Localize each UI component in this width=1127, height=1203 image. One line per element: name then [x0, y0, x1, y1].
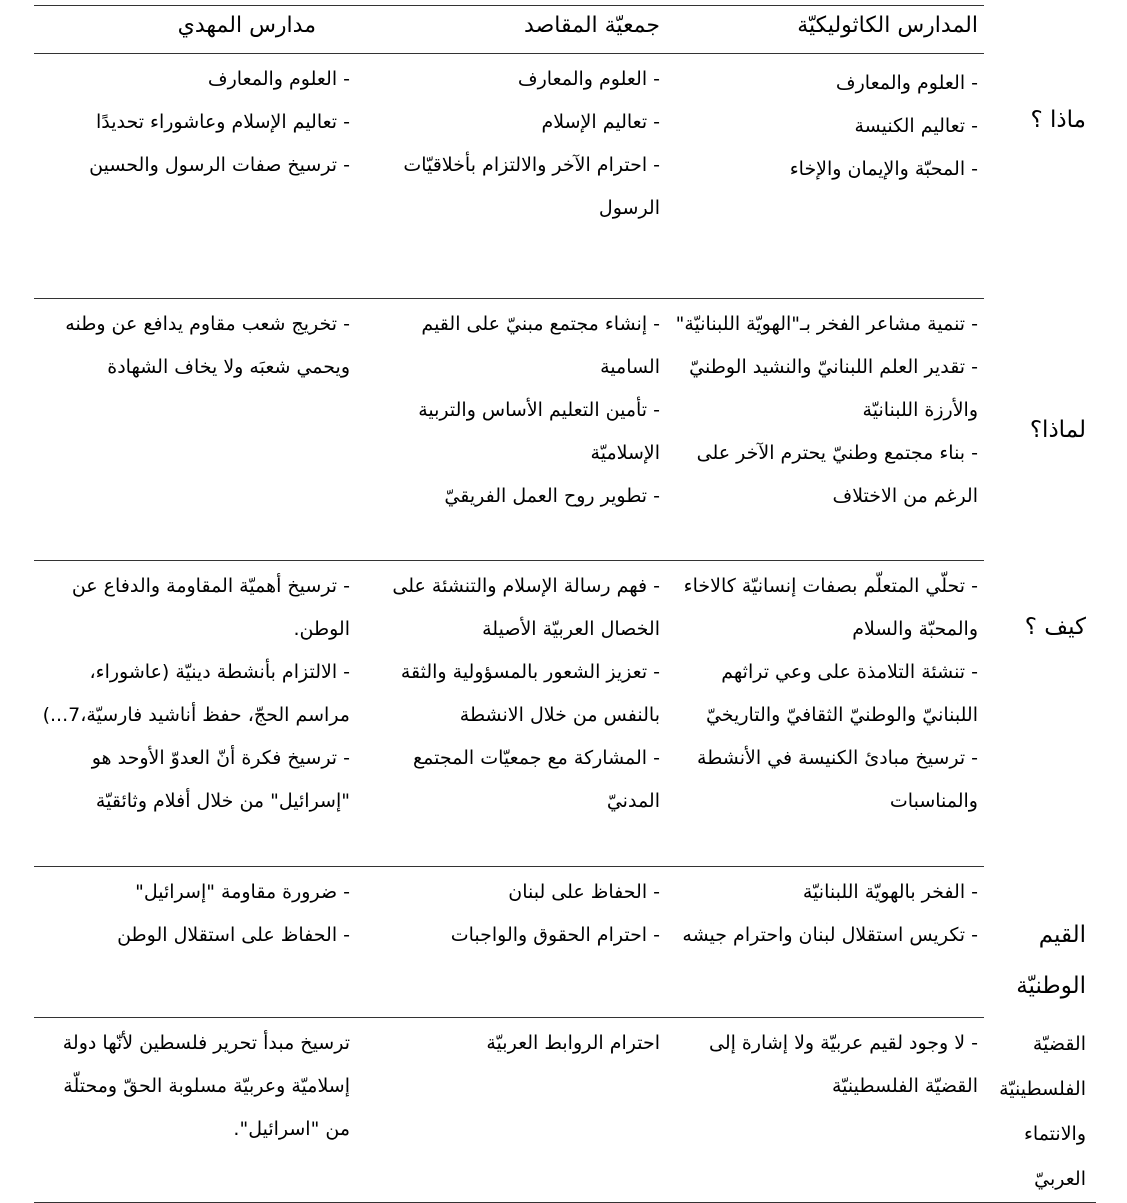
header-mahdi-schools: مدارس المهدي [34, 6, 356, 54]
list-item: - تنمية مشاعر الفخر بـ"الهويّة اللبنانيّة" [675, 313, 978, 335]
table-row [34, 299, 1096, 561]
list-item: - الحفاظ على لبنان [508, 881, 660, 903]
list-item: - لا وجود لقيم عربيّة ولا إشارة إلى القضيّة الفلسطينيّة [708, 1032, 978, 1097]
table-row [34, 1018, 1096, 1203]
list-item: ترسيخ مبدأ تحرير فلسطين لأنّها دولة إسلاميّة وعربيّة مسلوبة الحقّ ومحتلّة من "اسرائيل". [62, 1032, 350, 1140]
list-item: - تقدير العلم اللبنانيّ والنشيد الوطنيّ والأرزة اللبنانيّة [689, 356, 978, 421]
cell-catholic-national [666, 867, 984, 1018]
header-maqased-association: جمعيّة المقاصد [356, 6, 666, 54]
cell-maqased-national [356, 867, 666, 1018]
header-catholic-schools: المدارس الكاثوليكيّة [666, 6, 984, 54]
list-item: - ترسيخ صفات الرسول والحسين [89, 154, 350, 176]
cell-mahdi-palestine [34, 1018, 356, 1203]
list-item: - تكريس استقلال لبنان واحترام جيشه [682, 924, 978, 946]
table-body [34, 54, 1096, 1203]
comparison-table [34, 5, 1096, 1203]
list-item: - العلوم والمعارف [835, 72, 978, 94]
row-label-what: ماذا ؟ [1030, 106, 1086, 133]
row-label-how: كيف ؟ [1024, 613, 1086, 640]
cell-maqased-palestine [356, 1018, 666, 1203]
list-item: - تحلّي المتعلّم بصفات إنسانيّة كالاخاء والمحبّة والسلام [683, 575, 978, 640]
list-item: - العلوم والمعارف [207, 68, 350, 90]
list-item: احترام الروابط العربيّة [486, 1032, 660, 1054]
cell-mahdi-what [34, 54, 356, 299]
header-corner [984, 6, 1096, 54]
list-item: - ترسيخ مبادئ الكنيسة في الأنشطة والمناسبات [697, 747, 978, 812]
list-item: - إنشاء مجتمع مبنيّ على القيم السامية [421, 313, 660, 378]
list-item: - تأمين التعليم الأساس والتربية الإسلاميّة [418, 399, 660, 464]
list-item: - تعزيز الشعور بالمسؤولية والثقة بالنفس من خلال الانشطة [400, 661, 660, 726]
list-item: - المحبّة والإيمان والإخاء [789, 158, 978, 180]
list-item: - فهم رسالة الإسلام والتنشئة على الخصال العربيّة الأصيلة [392, 575, 660, 640]
table-row [34, 561, 1096, 867]
cell-catholic-what [666, 54, 984, 299]
cell-catholic-palestine [666, 1018, 984, 1203]
cell-catholic-why [666, 299, 984, 561]
cell-maqased-how [356, 561, 666, 867]
cell-catholic-how [666, 561, 984, 867]
list-item: - تعاليم الكنيسة [854, 115, 978, 137]
cell-maqased-what [356, 54, 666, 299]
list-item: - المشاركة مع جمعيّات المجتمع المدنيّ [413, 747, 660, 812]
list-item: - ترسيخ أهميّة المقاومة والدفاع عن الوطن. [71, 575, 350, 640]
row-label-palestine-arab: القضيّة الفلسطينيّة والانتماء العربيّ [984, 1018, 1096, 1203]
list-item: - ضرورة مقاومة "إسرائيل" [135, 881, 350, 903]
row-label-why: لماذا؟ [1029, 416, 1086, 443]
list-item: - العلوم والمعارف [517, 68, 660, 90]
list-item: - احترام الحقوق والواجبات [450, 924, 660, 946]
list-item: - الالتزام بأنشطة دينيّة (عاشوراء، مراسم الحجّ، حفظ أناشيد فارسيّة،7...) [42, 661, 350, 726]
table-row [34, 54, 1096, 299]
list-item: - تطوير روح العمل الفريقيّ [444, 485, 660, 507]
cell-mahdi-national [34, 867, 356, 1018]
list-item: - تعاليم الإسلام [541, 111, 660, 133]
list-item: - ترسيخ فكرة أنّ العدوّ الأوحد هو "إسرائيل" من خلال أفلام وثائقيّة [91, 747, 350, 812]
list-item: - تخريج شعب مقاوم يدافع عن وطنه ويحمي شعبَه ولا يخاف الشهادة [65, 313, 350, 378]
list-item: - الحفاظ على استقلال الوطن [117, 924, 350, 946]
table-header [34, 6, 1096, 54]
list-item: - تنشئة التلامذة على وعي تراثهم اللبنانيّ والوطنيّ الثقافيّ والتاريخيّ [705, 661, 978, 726]
list-item: - بناء مجتمع وطنيّ يحترم الآخر على الرغم من الاختلاف [696, 442, 978, 507]
table-row [34, 867, 1096, 1018]
list-item: - تعاليم الإسلام وعاشوراء تحديدًا [95, 111, 350, 133]
cell-maqased-why [356, 299, 666, 561]
cell-mahdi-how [34, 561, 356, 867]
list-item: - الفخر بالهويّة اللبنانيّة [802, 881, 978, 903]
row-label-national-values: القيم الوطنيّة [1016, 921, 1086, 999]
cell-mahdi-why [34, 299, 356, 561]
list-item: - احترام الآخر والالتزام بأخلاقيّات الرسول [403, 154, 660, 219]
